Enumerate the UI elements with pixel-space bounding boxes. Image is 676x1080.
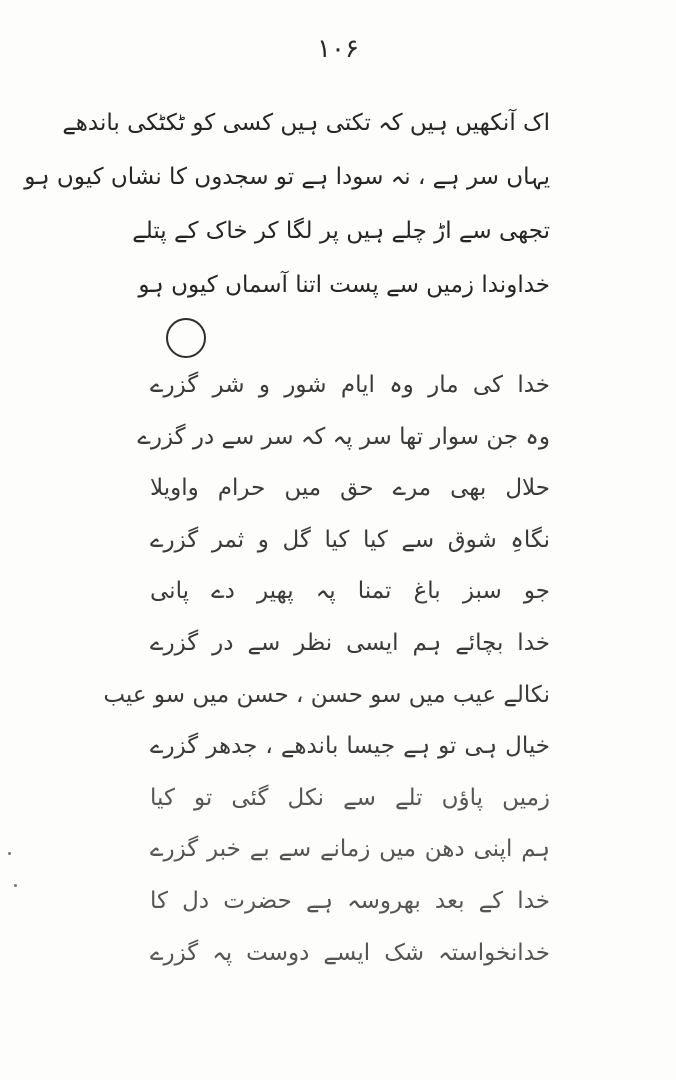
verse-line: حلال بھی مرے حق میں حرام واویلا [150, 475, 550, 502]
verse-line: ہم اپنی دھن میں زمانے سے بے خبر گزرے [150, 836, 550, 863]
stanza-1 [24, 96, 550, 312]
section-divider-circle [166, 318, 206, 358]
verse-line: خیال ہی تو ہے جیسا باندھے ، جدھر گزرے [150, 733, 550, 760]
verse-line: تجھی سے اڑ چلے ہیں پر لگا کر خاک کے پتلے [132, 218, 550, 244]
verse-line: وہ جن سوار تھا سر پہ کہ سر سے در گزرے [137, 423, 550, 450]
verse-line: خدانخواستہ شک ایسے دوست پہ گزرے [150, 939, 550, 966]
verse-line: زمیں پاؤں تلے سے نکل گئی تو کیا [150, 784, 550, 811]
verse-line: خدا کی مار وہ ایام شور و شر گزرے [150, 372, 550, 398]
scan-speck [8, 852, 11, 855]
page-number: ۱۰۶ [317, 34, 359, 64]
verse-line: جو سبز باغ تمنا پہ پھیر دے پانی [150, 578, 550, 605]
verse-line: نکالے عیب میں سو حسن ، حسن میں سو عیب [103, 681, 550, 708]
verse-line: اک آنکھیں ہیں کہ تکتی ہیں کسی کو ٹکٹکی باندھے [62, 110, 550, 136]
stanza-2 [103, 360, 550, 979]
verse-line: خدا کے بعد بھروسہ ہے حضرت دل کا [150, 887, 550, 914]
verse-line: خداوندا زمیں سے پست اتنا آسماں کیوں ہو [138, 272, 550, 298]
scan-speck [14, 884, 17, 887]
verse-line: نگاہِ شوق سے کیا کیا گل و ثمر گزرے [150, 526, 550, 553]
verse-line: خدا بچائے ہم ایسی نظر سے در گزرے [150, 629, 550, 656]
verse-line: یہاں سر ہے ، نہ سودا ہے تو سجدوں کا نشاں کیوں ہو [24, 164, 550, 190]
